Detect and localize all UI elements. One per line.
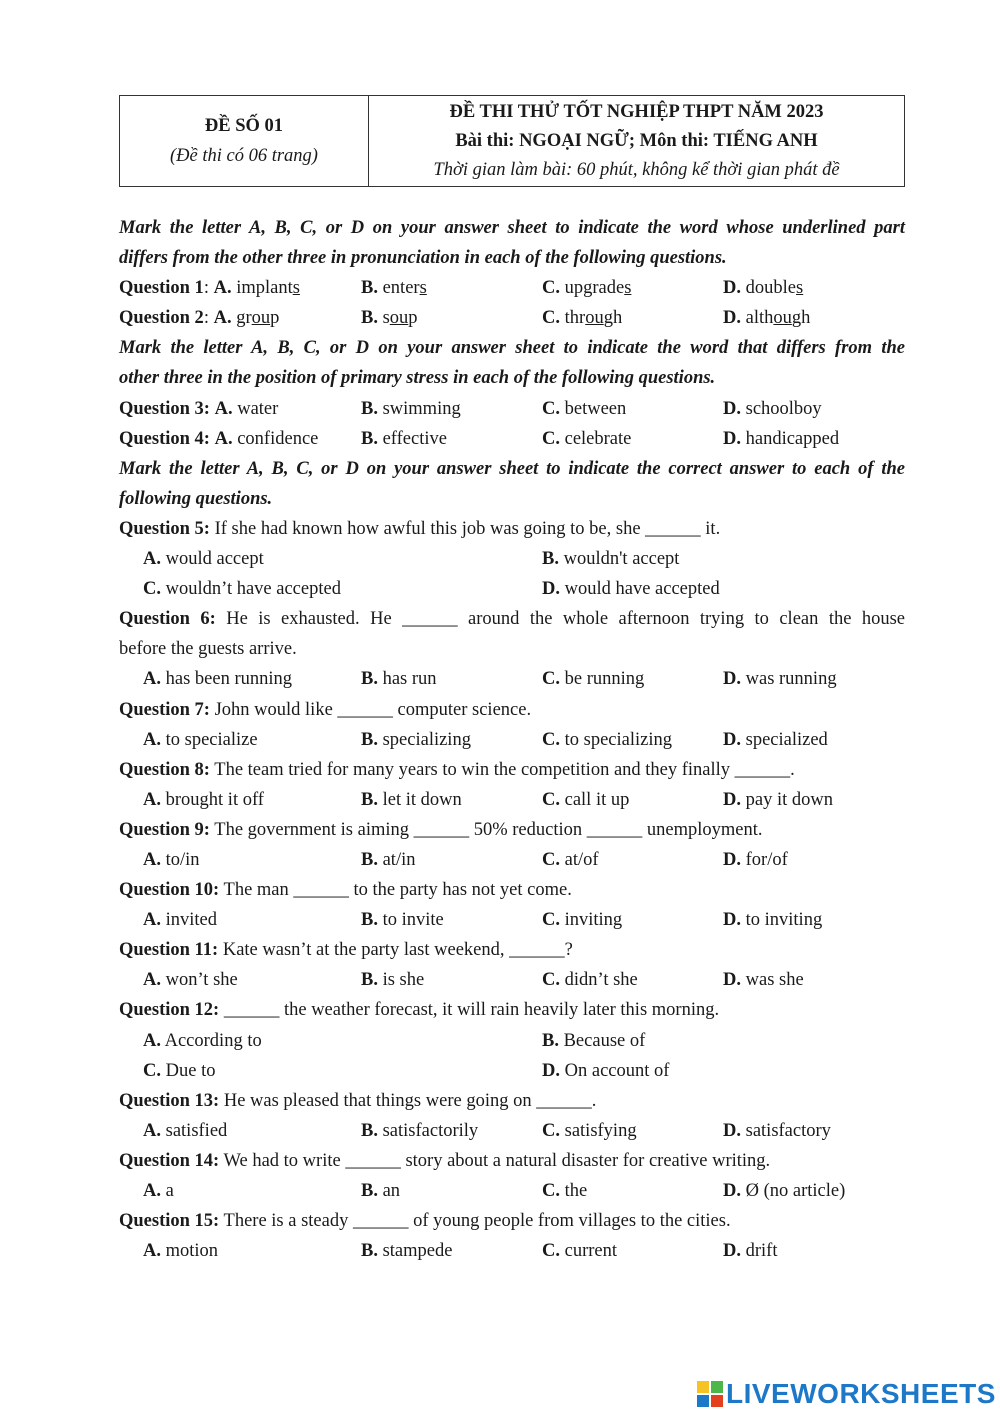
q10-option-c[interactable] xyxy=(542,905,622,935)
question-13-options xyxy=(119,1116,905,1146)
q9-b-text: at/in xyxy=(382,849,416,870)
q4-a-letter: A. xyxy=(214,428,233,449)
q2-d-underlined: ou xyxy=(773,308,792,329)
q10-b-text: to invite xyxy=(382,910,444,931)
q8-label: Question 8: xyxy=(119,759,210,780)
q15-a-text: motion xyxy=(165,1241,219,1262)
question-10-stem xyxy=(119,875,905,905)
q9-a-letter: A. xyxy=(143,849,161,870)
q2-option-a[interactable]: Question 2: A. group xyxy=(119,308,280,329)
question-9-stem xyxy=(119,815,905,845)
q13-option-c[interactable] xyxy=(542,1116,637,1146)
q15-c-letter: C. xyxy=(542,1241,560,1262)
q14-c-letter: C. xyxy=(542,1181,560,1201)
q5-option-a[interactable] xyxy=(143,544,264,574)
question-8-stem xyxy=(119,755,905,785)
q14-option-d[interactable] xyxy=(723,1176,845,1206)
q6-option-b[interactable] xyxy=(361,664,437,694)
question-12-options-row-2 xyxy=(119,1056,905,1086)
q11-c-text: didn’t she xyxy=(564,970,638,991)
q10-a-letter: A. xyxy=(143,910,161,931)
q1-c-underlined: s xyxy=(624,278,632,299)
q7-b-text: specializing xyxy=(382,729,471,750)
q14-label: Question 14: xyxy=(119,1150,220,1171)
q5-a-letter: A. xyxy=(143,549,161,570)
question-7-stem xyxy=(119,695,905,725)
question-12-options-row-1 xyxy=(119,1026,905,1056)
q4-b-letter: B. xyxy=(361,428,378,449)
q13-d-text: satisfactory xyxy=(745,1120,831,1141)
q6-option-d[interactable] xyxy=(723,664,837,694)
q12-b-text: Because of xyxy=(563,1030,646,1051)
q15-label: Question 15: xyxy=(119,1211,220,1232)
q1-option-c[interactable] xyxy=(542,273,631,303)
q7-c-letter: C. xyxy=(542,729,560,750)
q12-c-text: Due to xyxy=(165,1060,216,1081)
q10-d-letter: D. xyxy=(723,910,741,931)
q12-option-b[interactable] xyxy=(542,1026,645,1056)
q5-c-letter: C. xyxy=(143,579,161,600)
exam-content xyxy=(119,213,905,1266)
exam-header-table xyxy=(119,95,905,187)
q15-a-letter: A. xyxy=(143,1241,161,1262)
question-7-options xyxy=(119,725,905,755)
q15-option-c[interactable] xyxy=(542,1236,617,1266)
q14-option-c[interactable] xyxy=(542,1176,587,1206)
q15-d-letter: D. xyxy=(723,1241,741,1262)
q3-c-text: between xyxy=(564,398,627,419)
q1-b-pre: enter xyxy=(382,278,420,299)
question-10-options xyxy=(119,905,905,935)
q4-c-letter: C. xyxy=(542,428,560,449)
question-3 xyxy=(119,394,905,424)
q11-label: Question 11: xyxy=(119,940,219,961)
q6-d-text: was running xyxy=(745,669,837,690)
q4-option-c[interactable] xyxy=(542,424,631,454)
q1-option-b[interactable] xyxy=(361,273,427,303)
q4-a-text: confidence xyxy=(237,428,319,449)
liveworksheets-text: LIVEWORKSHEETS xyxy=(726,1378,996,1409)
q2-d-letter: D. xyxy=(723,308,741,329)
q3-b-text: swimming xyxy=(382,398,461,419)
q15-text: There is a steady ______ of young people from villages to the cities. xyxy=(223,1211,731,1232)
q5-a-text: would accept xyxy=(165,549,264,570)
q12-option-d[interactable] xyxy=(542,1056,669,1086)
q5-d-letter: D. xyxy=(542,579,560,600)
q10-a-text: invited xyxy=(165,910,218,931)
q2-a-pre: gr xyxy=(236,308,252,329)
exam-title: ĐỀ THI THỬ TỐT NGHIỆP THPT NĂM 2023 xyxy=(449,101,824,122)
q8-c-text: call it up xyxy=(564,789,630,810)
q9-a-text: to/in xyxy=(165,849,200,870)
q13-b-text: satisfactorily xyxy=(382,1120,479,1141)
q10-option-b[interactable] xyxy=(361,905,444,935)
q1-option-d[interactable] xyxy=(723,273,803,303)
q2-b-underlined: ou xyxy=(389,308,409,329)
q6-a-letter: A. xyxy=(143,669,161,690)
q1-b-letter: B. xyxy=(361,278,378,299)
q2-a-letter: A. xyxy=(213,308,232,329)
q6-option-c[interactable] xyxy=(542,664,644,694)
q13-option-d[interactable] xyxy=(723,1116,831,1146)
q13-c-text: satisfying xyxy=(564,1120,637,1141)
exam-number: ĐỀ SỐ 01 xyxy=(204,116,284,136)
subject-lang: TIẾNG ANH xyxy=(713,130,818,151)
q5-c-text: wouldn’t have accepted xyxy=(165,579,341,600)
question-11-stem xyxy=(119,935,905,965)
question-8-options xyxy=(119,785,905,815)
q8-option-b[interactable] xyxy=(361,785,462,815)
question-14-stem xyxy=(119,1146,905,1176)
q15-option-b[interactable] xyxy=(361,1236,452,1266)
q7-b-letter: B. xyxy=(361,729,378,750)
q11-text: Kate wasn’t at the party last weekend, ______? xyxy=(222,940,573,961)
question-13-stem xyxy=(119,1086,905,1116)
q2-c-pre: thr xyxy=(564,308,586,329)
q10-d-text: to inviting xyxy=(745,910,823,931)
q2-b-post: p xyxy=(408,308,418,329)
q11-a-letter: A. xyxy=(143,970,161,991)
q15-b-text: stampede xyxy=(382,1241,453,1262)
q11-d-text: was she xyxy=(745,970,804,991)
q4-d-letter: D. xyxy=(723,428,741,449)
q1-a-letter: A. xyxy=(213,278,232,299)
q11-b-letter: B. xyxy=(361,970,378,991)
q1-option-a[interactable]: Question 1: A. implants xyxy=(119,278,300,299)
q2-b-pre: s xyxy=(382,308,390,329)
q9-label: Question 9: xyxy=(119,819,210,840)
q9-option-b[interactable] xyxy=(361,845,415,875)
q6-b-text: has run xyxy=(382,669,437,690)
q3-d-text: schoolboy xyxy=(745,398,822,419)
q8-a-text: brought it off xyxy=(165,789,264,810)
q12-option-a[interactable] xyxy=(143,1026,262,1056)
q14-a-text: a xyxy=(165,1181,174,1201)
time-note: Thời gian làm bài: 60 phút, không kể thời gian phát đề xyxy=(433,159,840,180)
q9-d-text: for/of xyxy=(745,849,788,870)
q2-a-underlined: ou xyxy=(251,308,271,329)
q9-c-letter: C. xyxy=(542,849,560,870)
q5-b-letter: B. xyxy=(542,549,559,570)
q6-c-text: be running xyxy=(564,669,645,690)
q10-b-letter: B. xyxy=(361,910,378,931)
question-2 xyxy=(119,303,905,333)
q9-d-letter: D. xyxy=(723,849,741,870)
q1-a-pre: implant xyxy=(236,278,293,299)
q2-option-b[interactable] xyxy=(361,303,418,333)
question-6-options xyxy=(119,664,905,694)
q9-c-text: at/of xyxy=(564,849,599,870)
q4-label: Question 4: xyxy=(119,428,210,449)
q6-c-letter: C. xyxy=(542,669,560,690)
q4-c-text: celebrate xyxy=(564,428,632,449)
q2-b-letter: B. xyxy=(361,308,378,329)
q6-option-a[interactable] xyxy=(143,664,292,694)
q4-option-a[interactable] xyxy=(119,424,318,454)
q2-c-letter: C. xyxy=(542,308,560,329)
q10-option-d[interactable] xyxy=(723,905,822,935)
q13-option-a[interactable] xyxy=(143,1116,227,1146)
q1-d-pre: double xyxy=(745,278,796,299)
q2-option-c[interactable] xyxy=(542,303,622,333)
q12-d-letter: D. xyxy=(542,1060,560,1081)
q1-c-pre: upgrade xyxy=(564,278,625,299)
q7-text: John would like ______ computer science. xyxy=(214,699,532,720)
q3-option-b[interactable] xyxy=(361,394,461,424)
q3-a-letter: A. xyxy=(214,398,233,419)
q9-b-letter: B. xyxy=(361,849,378,870)
q3-b-letter: B. xyxy=(361,398,378,419)
q6-text-1: He is exhausted. He ______ around the whole afternoon trying to clean the house xyxy=(226,609,906,630)
q15-d-text: drift xyxy=(745,1241,778,1262)
q1-label: Question 1 xyxy=(119,278,204,299)
section-2-instruction-line-1: Mark the letter A, B, C, or D on your answer sheet to indicate the word that differs from the xyxy=(119,338,905,359)
q15-b-letter: B. xyxy=(361,1241,378,1262)
q10-c-letter: C. xyxy=(542,910,560,931)
subject-prefix: Bài thi: xyxy=(455,130,520,151)
q2-label: Question 2 xyxy=(119,308,204,329)
q10-c-text: inviting xyxy=(564,910,623,931)
q6-a-text: has been running xyxy=(165,669,293,690)
section-2-instruction-line-2: other three in the position of primary stress in each of the following questions. xyxy=(119,368,716,389)
question-11-options xyxy=(119,965,905,995)
q1-b-underlined: s xyxy=(419,278,427,299)
exam-title-cell xyxy=(369,96,904,186)
q12-b-letter: B. xyxy=(542,1030,559,1051)
q7-d-letter: D. xyxy=(723,729,741,750)
q15-option-d[interactable] xyxy=(723,1236,777,1266)
q13-b-letter: B. xyxy=(361,1120,378,1141)
q13-label: Question 13: xyxy=(119,1090,220,1111)
question-14-options xyxy=(119,1176,905,1206)
q5-option-c[interactable] xyxy=(143,574,341,604)
q12-text: ______ the weather forecast, it will rain heavily later this morning. xyxy=(223,1000,720,1021)
q2-d-pre: alth xyxy=(745,308,774,329)
q9-option-d[interactable] xyxy=(723,845,788,875)
pages-note: (Đề thi có 06 trang) xyxy=(170,146,318,166)
q8-a-letter: A. xyxy=(143,789,161,810)
q15-c-text: current xyxy=(564,1241,618,1262)
question-5-options-row-2 xyxy=(119,574,905,604)
q11-option-b[interactable] xyxy=(361,965,424,995)
q8-option-c[interactable] xyxy=(542,785,629,815)
q2-option-d[interactable] xyxy=(723,303,810,333)
question-12-stem xyxy=(119,995,905,1025)
q10-text: The man ______ to the party has not yet come. xyxy=(223,880,572,901)
q3-option-a[interactable] xyxy=(119,394,278,424)
q13-a-text: satisfied xyxy=(165,1120,228,1141)
q3-a-text: water xyxy=(237,398,279,419)
q7-d-text: specialized xyxy=(745,729,828,750)
question-6-stem-line-1 xyxy=(119,604,905,634)
q14-d-text: Ø (no article) xyxy=(745,1181,846,1201)
question-5-options-row-1 xyxy=(119,544,905,574)
q15-option-a[interactable] xyxy=(143,1236,218,1266)
q3-label: Question 3: xyxy=(119,398,210,419)
subject-mid: ; Môn thi: xyxy=(628,130,714,151)
question-15-options xyxy=(119,1236,905,1266)
q2-c-underlined: ou xyxy=(585,308,604,329)
q3-option-d[interactable] xyxy=(723,394,822,424)
q8-d-letter: D. xyxy=(723,789,741,810)
q11-a-text: won’t she xyxy=(165,970,238,991)
q6-d-letter: D. xyxy=(723,669,741,690)
q5-text: If she had known how awful this job was going to be, she ______ it. xyxy=(214,518,721,539)
q10-option-a[interactable] xyxy=(143,905,217,935)
q14-option-a[interactable] xyxy=(143,1176,174,1206)
q5-option-d[interactable] xyxy=(542,574,720,604)
q14-option-b[interactable] xyxy=(361,1176,400,1206)
q2-a-post: p xyxy=(270,308,280,329)
question-6-stem-line-2: before the guests arrive. xyxy=(119,639,297,660)
q1-d-underlined: s xyxy=(795,278,804,299)
q6-b-letter: B. xyxy=(361,669,378,690)
section-3-instruction-line-1: Mark the letter A, B, C, or D on your answer sheet to indicate the correct answer to each of the xyxy=(119,458,905,479)
q5-d-text: would have accepted xyxy=(564,579,720,600)
q4-b-text: effective xyxy=(382,428,447,449)
liveworksheets-logo xyxy=(697,1378,996,1410)
q14-b-text: an xyxy=(382,1181,401,1201)
q14-b-letter: B. xyxy=(361,1181,378,1201)
q8-d-text: pay it down xyxy=(745,789,833,810)
q3-c-letter: C. xyxy=(542,398,560,419)
question-9-options xyxy=(119,845,905,875)
q2-d-post: gh xyxy=(791,308,811,329)
q12-c-letter: C. xyxy=(143,1060,161,1081)
q5-label: Question 5: xyxy=(119,518,210,539)
q14-c-text: the xyxy=(564,1181,588,1201)
q4-d-text: handicapped xyxy=(745,428,840,449)
q14-d-letter: D. xyxy=(723,1181,741,1201)
q7-a-text: to specialize xyxy=(165,729,258,750)
q2-c-post: gh xyxy=(603,308,623,329)
q7-a-letter: A. xyxy=(143,729,161,750)
section-1-instruction-line-2: differs from the other three in pronunciation in each of the following questions. xyxy=(119,248,727,269)
exam-subject xyxy=(455,127,817,156)
q4-option-b[interactable] xyxy=(361,424,447,454)
exam-number-cell xyxy=(120,96,369,186)
q8-text: The team tried for many years to win the competition and they finally ______. xyxy=(214,759,795,780)
q13-c-letter: C. xyxy=(542,1120,560,1141)
q11-d-letter: D. xyxy=(723,970,741,991)
q13-a-letter: A. xyxy=(143,1120,161,1141)
q1-d-letter: D. xyxy=(723,278,741,299)
q7-option-a[interactable] xyxy=(143,725,258,755)
q11-option-d[interactable] xyxy=(723,965,804,995)
q11-option-a[interactable] xyxy=(143,965,238,995)
q3-option-c[interactable] xyxy=(542,394,626,424)
q12-label: Question 12: xyxy=(119,1000,220,1021)
q11-option-c[interactable] xyxy=(542,965,638,995)
q7-option-d[interactable] xyxy=(723,725,828,755)
q9-option-a[interactable] xyxy=(143,845,200,875)
q6-label: Question 6: xyxy=(119,609,216,630)
q13-text: He was pleased that things were going on ______. xyxy=(223,1090,597,1111)
question-5-stem xyxy=(119,514,905,544)
question-15-stem xyxy=(119,1206,905,1236)
q11-c-letter: C. xyxy=(542,970,560,991)
q1-c-letter: C. xyxy=(542,278,560,299)
q12-option-c[interactable] xyxy=(143,1056,215,1086)
q13-option-b[interactable] xyxy=(361,1116,478,1146)
question-1 xyxy=(119,273,905,303)
liveworksheets-icon xyxy=(697,1381,723,1407)
q7-label: Question 7: xyxy=(119,699,210,720)
q8-b-text: let it down xyxy=(382,789,462,810)
q7-c-text: to specializing xyxy=(564,729,672,750)
subject-name: NGOẠI NGỮ xyxy=(519,130,629,151)
q12-a-letter: A. xyxy=(143,1030,161,1051)
q4-option-d[interactable] xyxy=(723,424,839,454)
q1-a-underlined: s xyxy=(292,278,300,299)
section-1-instruction-line-1: Mark the letter A, B, C, or D on your answer sheet to indicate the word whose underlined part xyxy=(119,218,905,238)
q12-a-text: According to xyxy=(164,1030,262,1051)
q8-option-d[interactable] xyxy=(723,785,833,815)
q11-b-text: is she xyxy=(382,970,425,991)
q14-text: We had to write ______ story about a natural disaster for creative writing. xyxy=(223,1150,771,1171)
q9-text: The government is aiming ______ 50% reduction ______ unemployment. xyxy=(214,819,763,840)
q7-option-b[interactable] xyxy=(361,725,471,755)
q7-option-c[interactable] xyxy=(542,725,672,755)
q3-d-letter: D. xyxy=(723,398,741,419)
q12-d-text: On account of xyxy=(564,1060,670,1081)
q8-option-a[interactable] xyxy=(143,785,264,815)
q8-c-letter: C. xyxy=(542,789,560,810)
q14-a-letter: A. xyxy=(143,1181,161,1201)
q8-b-letter: B. xyxy=(361,789,378,810)
q5-b-text: wouldn't accept xyxy=(563,549,680,570)
q9-option-c[interactable] xyxy=(542,845,599,875)
question-4 xyxy=(119,424,905,454)
q5-option-b[interactable] xyxy=(542,544,679,574)
section-3-instruction-line-2: following questions. xyxy=(119,488,273,509)
q13-d-letter: D. xyxy=(723,1120,741,1141)
q10-label: Question 10: xyxy=(119,880,220,901)
